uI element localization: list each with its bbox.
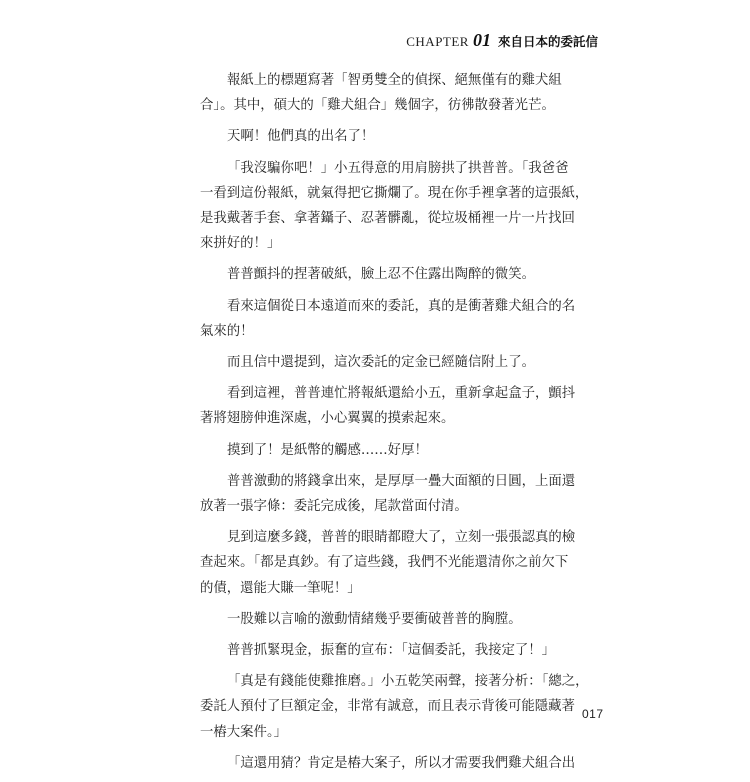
paragraph bbox=[200, 124, 570, 149]
text-line: 合」。其中，碩大的「雞犬組合」幾個字，彷彿散發著光芒。 bbox=[200, 98, 555, 114]
text-line: 「這還用猜？肯定是樁大案子，所以才需要我們雞犬組合出 bbox=[227, 755, 576, 771]
paragraph bbox=[200, 68, 570, 118]
text-line: 見到這麼多錢，普普的眼睛都瞪大了，立刻一張張認真的檢 bbox=[227, 530, 576, 546]
chapter-number: 01 bbox=[472, 30, 491, 50]
text-line: 一樁大案件。」 bbox=[200, 724, 288, 740]
running-head bbox=[406, 30, 598, 51]
text-line: 「我沒騙你吧！」小五得意的用肩膀拱了拱普普。「我爸爸 bbox=[227, 160, 569, 176]
body-text bbox=[200, 68, 589, 782]
text-line: 一股難以言喻的激動情緒幾乎要衝破普普的胸膛。 bbox=[227, 611, 522, 627]
text-line: 的債，還能大賺一筆呢！」 bbox=[200, 580, 361, 596]
text-line: 來拼好的！」 bbox=[200, 236, 281, 252]
text-line: 普普顫抖的捏著破紙，臉上忍不住露出陶醉的微笑。 bbox=[227, 267, 535, 283]
text-line: 委託人預付了巨額定金，非常有誠意，而且表示背後可能隱藏著 bbox=[200, 699, 575, 715]
text-line: 看到這裡，普普連忙將報紙還給小五，重新拿起盒子，顫抖 bbox=[227, 386, 576, 402]
text-line: 摸到了！是紙幣的觸感……好厚！ bbox=[227, 442, 428, 458]
paragraph bbox=[200, 751, 576, 776]
paragraph bbox=[200, 638, 570, 663]
text-line: 是我戴著手套、拿著鑷子、忍著髒亂，從垃圾桶裡一片一片找回 bbox=[200, 211, 575, 227]
paragraph bbox=[200, 156, 589, 257]
text-line: 著將翅膀伸進深處，小心翼翼的摸索起來。 bbox=[200, 411, 455, 427]
chapter-label: CHAPTER bbox=[406, 34, 469, 49]
paragraph bbox=[200, 669, 589, 745]
text-line: 而且信中還提到，這次委託的定金已經隨信附上了。 bbox=[227, 355, 535, 371]
chapter-title: 來自日本的委託信 bbox=[497, 34, 598, 49]
paragraph bbox=[200, 262, 570, 287]
paragraph bbox=[200, 350, 570, 375]
text-line: 天啊！他們真的出名了！ bbox=[227, 129, 375, 145]
text-line: 查起來。「都是真鈔。有了這些錢，我們不光能還清你之前欠下 bbox=[200, 555, 569, 571]
paragraph bbox=[200, 438, 570, 463]
text-line: 普普激動的將錢拿出來，是厚厚一疊大面額的日圓，上面還 bbox=[227, 473, 576, 489]
page-number: 017 bbox=[582, 707, 604, 721]
text-line: 普普抓緊現金，振奮的宣布：「這個委託，我接定了！」 bbox=[227, 643, 556, 659]
text-line: 氣來的！ bbox=[200, 323, 254, 339]
text-line: 看來這個從日本遠道而來的委託，真的是衝著雞犬組合的名 bbox=[227, 298, 576, 314]
text-line: 報紙上的標題寫著「智勇雙全的偵探、絕無僅有的雞犬組 bbox=[227, 73, 562, 88]
paragraph bbox=[200, 469, 576, 519]
text-line: 放著一張字條：委託完成後，尾款當面付清。 bbox=[200, 499, 468, 515]
text-line: 一看到這份報紙，就氣得把它撕爛了。現在你手裡拿著的這張紙， bbox=[200, 185, 589, 201]
text-line: 「真是有錢能使雞推磨。」小五乾笑兩聲，接著分析：「總之， bbox=[227, 674, 589, 690]
paragraph bbox=[200, 294, 576, 344]
paragraph bbox=[200, 525, 576, 601]
paragraph bbox=[200, 607, 570, 632]
paragraph bbox=[200, 381, 576, 431]
